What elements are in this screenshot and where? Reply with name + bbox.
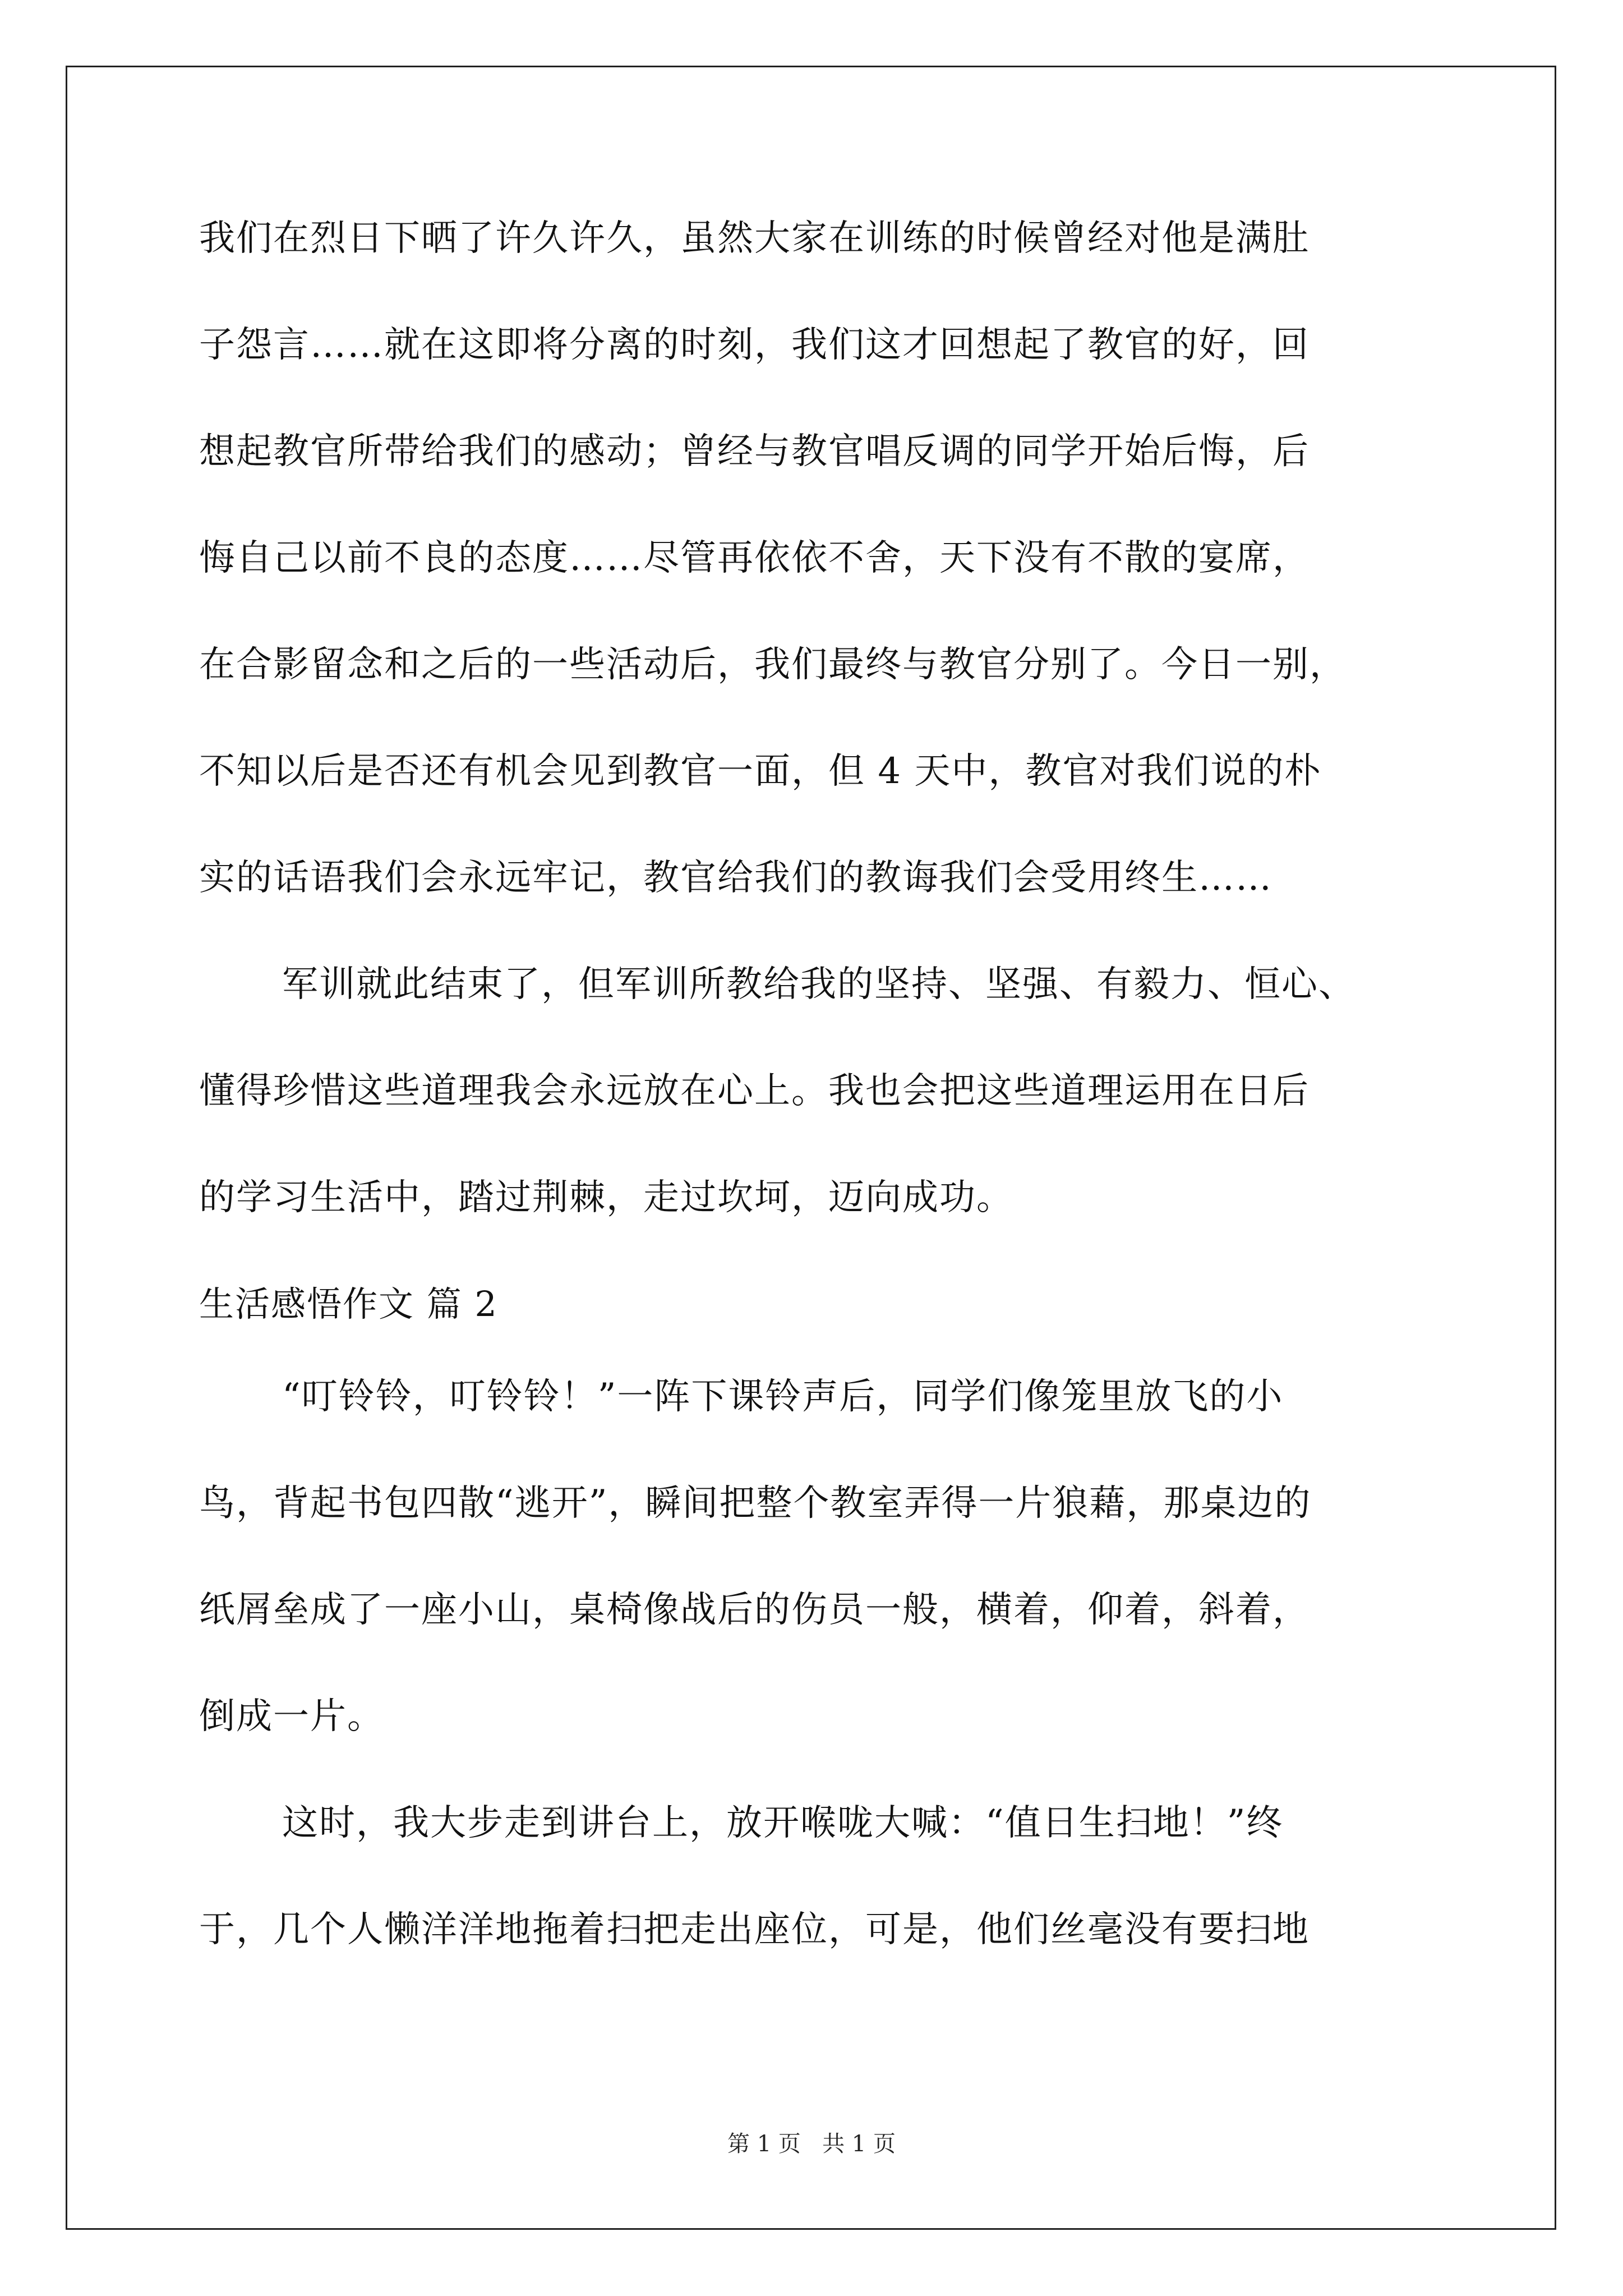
- paragraph-line: 懂得珍惜这些道理我会永远放在心上。我也会把这些道理运用在日后: [199, 1070, 1310, 1112]
- paragraph-line: 这时，我大步走到讲台上，放开喉咙大喊：“值日生扫地！”终: [282, 1802, 1284, 1844]
- paragraph-line: 想起教官所带给我们的感动；曾经与教官唱反调的同学开始后悔，后: [199, 431, 1310, 472]
- paragraph-line: 军训就此结束了，但军训所教给我的坚持、坚强、有毅力、恒心、: [282, 964, 1355, 1005]
- paragraph-line: 不知以后是否还有机会见到教官一面，但 4 天中，教官对我们说的朴: [199, 751, 1322, 792]
- paragraph-line: 鸟，背起书包四散“逃开”，瞬间把整个教室弄得一片狼藉，那桌边的: [199, 1483, 1312, 1524]
- paragraph-line: 我们在烈日下晒了许久许久，虽然大家在训练的时候曾经对他是满肚: [199, 218, 1310, 259]
- paragraph-line: 的学习生活中，踏过荆棘，走过坎坷，迈向成功。: [199, 1177, 1013, 1218]
- section-heading: 生活感悟作文 篇 2: [199, 1283, 498, 1324]
- paragraph-line: “叮铃铃，叮铃铃！”一阵下课铃声后，同学们像笼里放飞的小: [282, 1376, 1284, 1418]
- paragraph-line: 实的话语我们会永远牢记，教官给我们的教诲我们会受用终生……: [199, 857, 1272, 899]
- paragraph-line: 子怨言……就在这即将分离的时刻，我们这才回想起了教官的好，回: [199, 324, 1310, 366]
- paragraph-line: 倒成一片。: [199, 1696, 384, 1737]
- paragraph-line: 纸屑垒成了一座小山，桌椅像战后的伤员一般，横着，仰着，斜着，: [199, 1589, 1310, 1631]
- paragraph-line: 悔自己以前不良的态度……尽管再依依不舍，天下没有不散的宴席，: [199, 537, 1310, 579]
- page-footer: 第 1 页 共 1 页: [727, 2131, 896, 2157]
- document-body: [199, 205, 1433, 2003]
- paragraph-line: 于，几个人懒洋洋地拖着扫把走出座位，可是，他们丝毫没有要扫地: [199, 1909, 1310, 1950]
- paragraph-line: 在合影留念和之后的一些活动后，我们最终与教官分别了。今日一别，: [199, 644, 1347, 685]
